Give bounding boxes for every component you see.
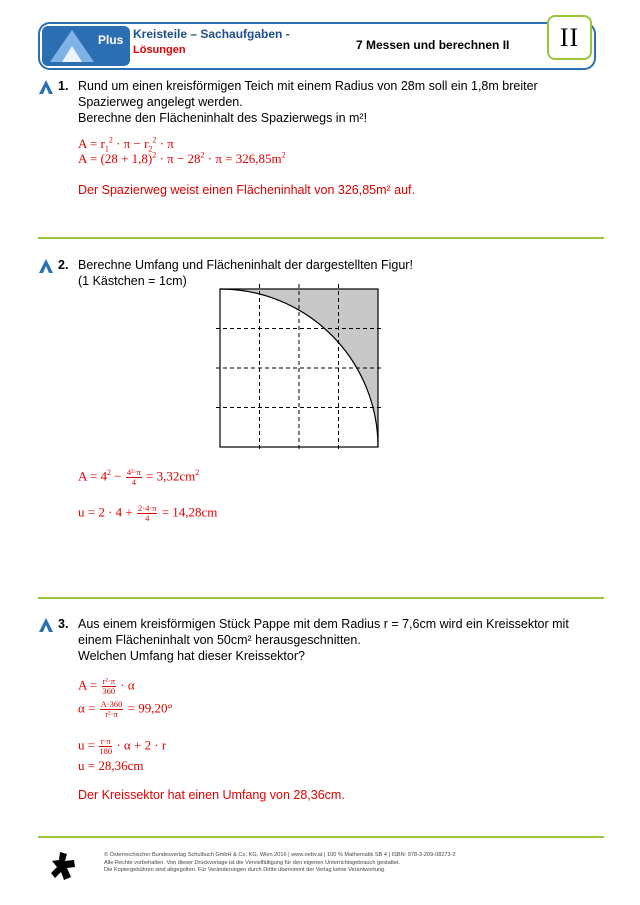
footer-copyright xyxy=(104,852,456,875)
task3-formula3: u = $\frac{r\cdot\pi}{180}$ · α + 2 · r xyxy=(78,736,167,756)
task3-formula2: α = $\frac{A\cdot 360}{\text{r²·π}}$ = 99,20° xyxy=(78,699,173,719)
task3-text xyxy=(78,616,569,664)
worksheet-subtitle: Lösungen xyxy=(133,44,186,56)
task3-formula1: A = $\frac{\text{r²·π}}{360}$ · α xyxy=(78,676,135,696)
task3-line: Aus einem kreisförmigen Stück Pappe mit dem Radius r = 7,6cm wird ein Kreissektor mit xyxy=(78,617,569,631)
task3-formula4: u = 28,36cm xyxy=(78,758,144,773)
footer-line: Alle Rechte vorbehalten. Von dieser Druckvorlage ist die Vervielfältigung für den eigenen Unterrichtsgebrauch gestattet. xyxy=(104,859,401,866)
fraction: $\frac{2\cdot 4\cdot\pi}{4}$ xyxy=(138,503,157,523)
task2-perimeter-formula: u = 2 · 4 + $\frac{2\cdot 4\cdot\pi}{4}$ = 14,28cm xyxy=(78,503,218,523)
logo-text: Plus xyxy=(98,33,124,47)
task1-answer: Der Spazierweg weist einen Flächeninhalt von 326,85m² auf. xyxy=(78,183,415,197)
task1-formula2: $A = (28 + 1,8)^2 \cdot \pi - 28^2 \cdot \pi = 326,85m^2$ xyxy=(78,150,286,166)
task3-answer: Der Kreissektor hat einen Umfang von 28,36cm. xyxy=(78,788,345,802)
chapter-title: 7 Messen und berechnen II xyxy=(356,38,510,52)
task2-line: (1 Kästchen = 1cm) xyxy=(78,274,187,288)
fraction: $\frac{\text{4²·π}}{4}$ xyxy=(126,467,141,487)
section-divider xyxy=(38,597,604,599)
section-divider xyxy=(38,836,604,838)
quarter-circle-figure xyxy=(212,284,388,456)
level-badge xyxy=(547,15,592,60)
fraction: $\frac{\text{r²·π}}{360}$ xyxy=(102,676,116,696)
task1-formula1: $A = r_1^2 \cdot \pi - r_2^2 \cdot \pi$ xyxy=(78,135,174,154)
task2-number: 2. xyxy=(58,258,69,272)
task1-line: Berechne den Flächeninhalt des Spazierwegs in m²! xyxy=(78,111,368,125)
task1-line: Spazierweg angelegt werden. xyxy=(78,95,243,109)
publisher-logo-icon xyxy=(50,851,76,881)
task-triangle-icon xyxy=(38,258,54,274)
worksheet-title: Kreisteile – Sachaufgaben - xyxy=(133,27,290,41)
task3-line: Welchen Umfang hat dieser Kreissektor? xyxy=(78,649,305,663)
task-triangle-icon xyxy=(38,79,54,95)
fraction: $\frac{A\cdot 360}{\text{r²·π}}$ xyxy=(100,699,123,719)
task2-area-formula: $A = 4^2$ − $\frac{\text{4²·π}}{4}$ = $3,32cm^2$ xyxy=(78,467,200,487)
task2-line: Berechne Umfang und Flächeninhalt der dargestellten Figur! xyxy=(78,258,413,272)
task1-line: Rund um einen kreisförmigen Teich mit einem Radius von 28m soll ein 1,8m breiter xyxy=(78,79,538,93)
fraction: $\frac{r\cdot\pi}{180}$ xyxy=(99,736,113,756)
plus-logo xyxy=(42,26,130,66)
task1-number: 1. xyxy=(58,79,69,93)
task3-number: 3. xyxy=(58,617,69,631)
task-triangle-icon xyxy=(38,617,54,633)
task3-line: einem Flächeninhalt von 50cm² herausgeschnitten. xyxy=(78,633,361,647)
footer-line: © Österreichischer Bundesverlag Schulbuch GmbH & Co. KG, Wien 2016 | www.oebv.at | 100 % Mathematik SB 4 | ISBN: 978-3-209-08273-2 xyxy=(104,852,456,858)
task1-text xyxy=(78,78,538,126)
section-divider xyxy=(38,237,604,239)
footer-line: Die Kopiergebühren sind abgegolten. Für Veränderungen durch Dritte übernimmt der Verlag keine Verantwortung. xyxy=(104,867,386,873)
level-badge-text: II xyxy=(559,23,580,52)
